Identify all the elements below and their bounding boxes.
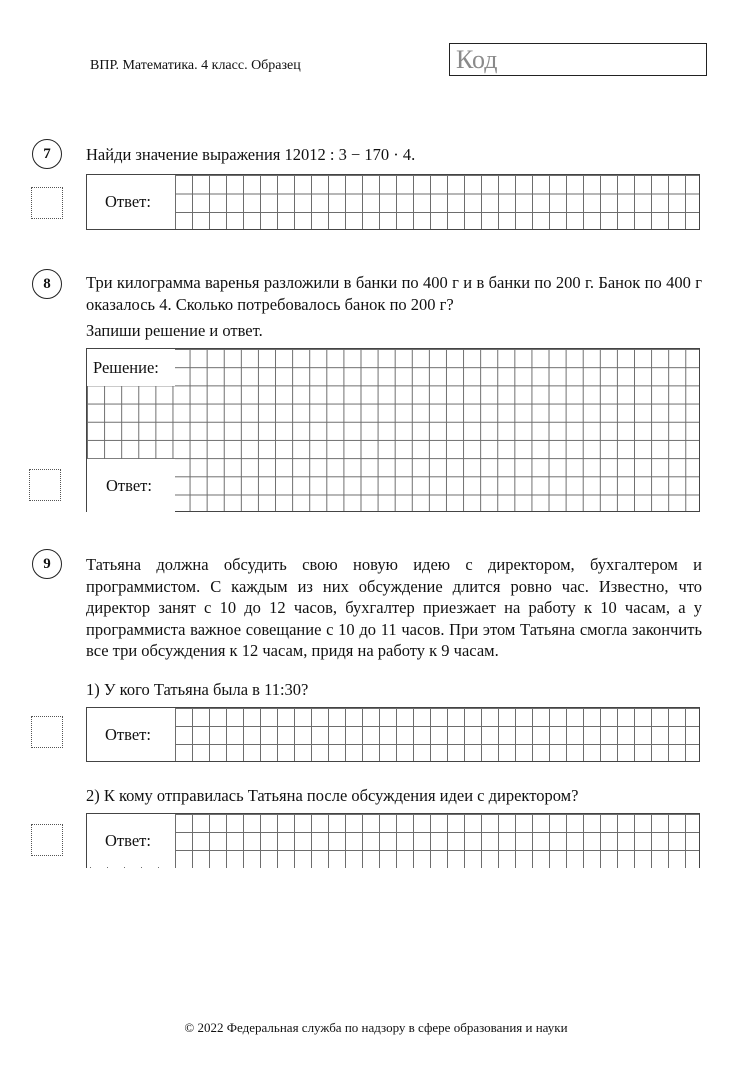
task-8-solution-grid[interactable] [86,348,700,512]
task-9-1-score-box[interactable] [31,716,63,748]
task-7-score-box[interactable] [31,187,63,219]
task-8-answer-label: Ответ: [106,475,152,495]
task-9-1-answer-grid[interactable] [86,707,700,762]
task-9-question-2: 2) К кому отправилась Татьяна после обсуждения идеи с директором? [86,786,579,805]
task-7-answer-grid[interactable] [86,174,700,230]
task-9-2-answer-grid[interactable] [86,813,700,868]
task-8-score-box[interactable] [29,469,61,501]
task-7-text: Найди значение выражения 12012 : 3 − 170 · 4. [86,145,416,164]
task-9-number: 9 [32,549,62,579]
task-9-2-answer-label: Ответ: [105,830,151,850]
footer-copyright: © 2022 Федеральная служба по надзору в сфере образования и науки [184,1020,568,1035]
task-9-2-score-box[interactable] [31,824,63,856]
task-9-question-1: 1) У кого Татьяна была в 11:30? [86,680,309,699]
header-title: ВПР. Математика. 4 класс. Образец [90,58,301,73]
code-label: Код [456,45,498,74]
task-9-1-answer-label: Ответ: [105,724,151,744]
task-8-text: Три килограмма варенья разложили в банки по 400 г и в банки по 200 г. Банок по 400 г оказалось 4. Сколько потребовалось банок по 200 г? [86,273,702,314]
task-8-number: 8 [32,269,62,299]
task-7-number: 7 [32,139,62,169]
task-8-solution-label: Решение: [93,357,159,377]
task-8-instruction: Запиши решение и ответ. [86,321,263,340]
task-7-answer-label: Ответ: [105,192,151,211]
code-field[interactable] [449,43,707,76]
task-9-text: Татьяна должна обсудить свою новую идею с директором, бухгалтером и программистом. С каждым из них обсуждение длится ровно час. Известно, что директор занят с 10 до 12 часов, бухгалтер приезжает на работу к 10 часам, а у программиста важное совещание с 10 до 11 часов. При этом Татьяна смогла закончить все три обсуждения к 12 часам, придя на работу к 9 часам. [86,555,702,660]
